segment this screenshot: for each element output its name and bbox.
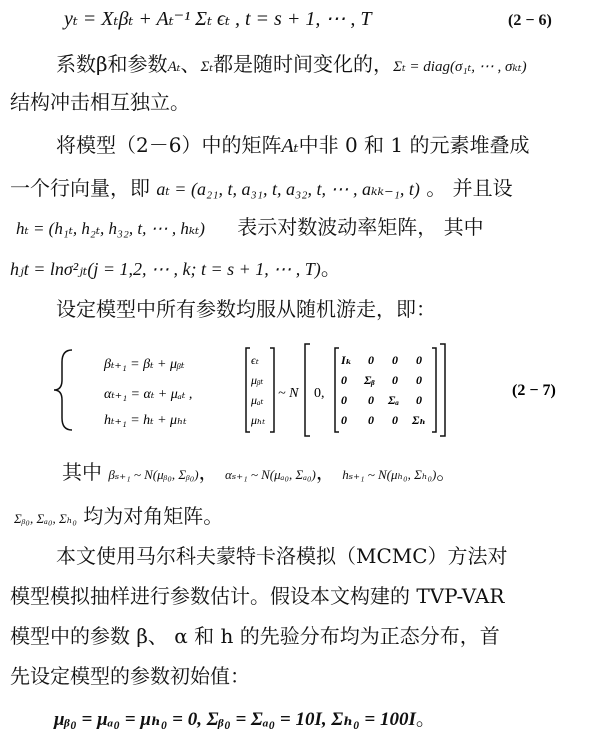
- equation-row-1: βₜ₊₁ = βₜ + μᵦₜ: [104, 357, 185, 372]
- math-segment: Aₜ: [281, 135, 299, 157]
- text-segment: 中非 0 和 1 的元素堆叠成: [298, 133, 530, 157]
- left-brace: [54, 350, 72, 430]
- outer-right-bracket: [440, 344, 445, 436]
- paragraph-3-line-1: 设定模型中所有参数均服从随机游走，即：: [56, 297, 436, 321]
- paragraph-2-line-1: [56, 133, 530, 158]
- math-segment: hⱼt = lnσ²ⱼₜ(j = 1,2, ⋯ , k; t = s + 1, ⋯ , T): [10, 259, 321, 279]
- text-segment: 。: [436, 460, 457, 484]
- text-segment: 系数β和参数: [56, 52, 168, 76]
- equation-2-6: [64, 6, 371, 31]
- paragraph-4-line-2: [14, 504, 223, 531]
- paragraph-4-line-1: [62, 460, 456, 487]
- paragraph-1-line-2: 结构冲击相互独立。: [10, 90, 190, 114]
- text-segment: 。: [415, 706, 436, 730]
- equation-row-3: hₜ₊₁ = hₜ + μₕₜ: [104, 413, 187, 428]
- math-segment: βₛ₊₁ ~ N(μᵦ₀, Σᵦ₀): [108, 467, 199, 482]
- text-segment: 。: [320, 256, 341, 280]
- paragraph-5-line-1: 本文使用马尔科夫蒙特卡洛模拟（MCMC）方法对: [56, 544, 508, 568]
- text-segment: 、: [180, 52, 201, 76]
- matrix-cell: 0: [341, 393, 347, 407]
- paragraph-2-line-4: [10, 256, 341, 281]
- matrix-cell: 0: [392, 353, 398, 367]
- equation-2-7-number: (2 − 7): [512, 382, 556, 399]
- matrix-right-bracket: [432, 348, 436, 432]
- math-segment: hₛ₊₁ ~ N(μₕ₀, Σₕ₀): [342, 467, 437, 482]
- math-segment: Σₜ: [200, 59, 214, 75]
- equation-2-7: [0, 340, 599, 440]
- paragraph-2-line-2: [10, 176, 513, 201]
- vector-item: μᵦₜ: [251, 373, 264, 387]
- vector-right-bracket: [270, 348, 274, 432]
- matrix-cell: Σᵦ: [364, 373, 375, 387]
- distribution-symbol: ~ N: [278, 386, 299, 401]
- matrix-cell: 0: [416, 373, 422, 387]
- math-segment: aₜ = (a₂₁, t, a₃₁, t, a₃₂, t, ⋯ , aₖₖ₋₁, t): [156, 179, 420, 199]
- matrix-cell: 0: [416, 393, 422, 407]
- text-segment: 均为对角矩阵。: [83, 504, 224, 528]
- vector-item: ϵₜ: [251, 353, 259, 367]
- matrix-cell: 0: [392, 413, 398, 427]
- mean-zero: 0,: [314, 386, 325, 401]
- text-segment: ，: [315, 460, 336, 484]
- matrix-cell: 0: [368, 413, 374, 427]
- paragraph-2-line-3: [16, 215, 484, 241]
- text-segment: 。 并且设: [426, 176, 513, 200]
- paragraph-5-line-4: 先设定模型的参数初始值：: [10, 664, 250, 688]
- outer-left-bracket: [305, 344, 310, 436]
- matrix-cell: 0: [341, 373, 347, 387]
- equation-2-6-formula: yₜ = Xₜβₜ + Aₜ⁻¹ Σₜ ϵₜ , t = s + 1, ⋯ , T: [64, 8, 372, 30]
- matrix-cell: Iₖ: [341, 353, 352, 367]
- math-segment: αₛ₊₁ ~ N(μₐ₀, Σₐ₀): [225, 467, 316, 482]
- matrix-left-bracket: [335, 348, 339, 432]
- paragraph-5-line-2: 模型模拟抽样进行参数估计。假设本文构建的 TVP-VAR: [10, 584, 505, 608]
- covariance-matrix: [340, 353, 426, 427]
- matrix-cell: 0: [416, 353, 422, 367]
- paragraph-5-line-5: [54, 706, 436, 732]
- text-segment: 其中: [62, 460, 102, 484]
- paragraph-5-line-3: 模型中的参数 β、 α 和 h 的先验分布均为正态分布，首: [10, 624, 500, 648]
- math-segment: hₜ = (h₁ₜ, h₂ₜ, h₃₂, t, ⋯ , hₖₜ): [16, 219, 205, 238]
- vector-left-bracket: [246, 348, 250, 432]
- matrix-cell: 0: [368, 353, 374, 367]
- matrix-cell: 0: [368, 393, 374, 407]
- math-segment: Σₜ = diag(σ₁ₜ, ⋯ , σₖₜ): [393, 59, 527, 75]
- text-segment: 将模型（2－6）中的矩阵: [56, 133, 282, 157]
- matrix-cell: 0: [392, 373, 398, 387]
- text-segment: 都是随时间变化的，: [213, 52, 394, 76]
- math-segment: Σᵦ₀, Σₐ₀, Σₕ₀: [14, 511, 77, 526]
- matrix-cell: Σₕ: [412, 413, 426, 427]
- equation-row-2: αₜ₊₁ = αₜ + μₐₜ ,: [104, 387, 193, 402]
- text-segment: 一个行向量，即: [10, 176, 150, 200]
- vector-item: μₕₜ: [251, 413, 266, 427]
- equation-2-6-number: (2 − 6): [508, 12, 552, 29]
- math-segment: μᵦ₀ = μₐ₀ = μₕ₀ = 0, Σᵦ₀ = Σₐ₀ = 10I, Σₕ₀ = 100I: [54, 709, 416, 730]
- text-segment: 表示对数波动率矩阵， 其中: [237, 215, 484, 239]
- matrix-cell: 0: [341, 413, 347, 427]
- vector-item: μₐₜ: [251, 393, 264, 407]
- matrix-cell: Σₐ: [388, 393, 400, 407]
- math-segment: Aₜ: [167, 59, 181, 75]
- paragraph-1-line-1: [56, 52, 527, 79]
- text-segment: ，: [198, 460, 219, 484]
